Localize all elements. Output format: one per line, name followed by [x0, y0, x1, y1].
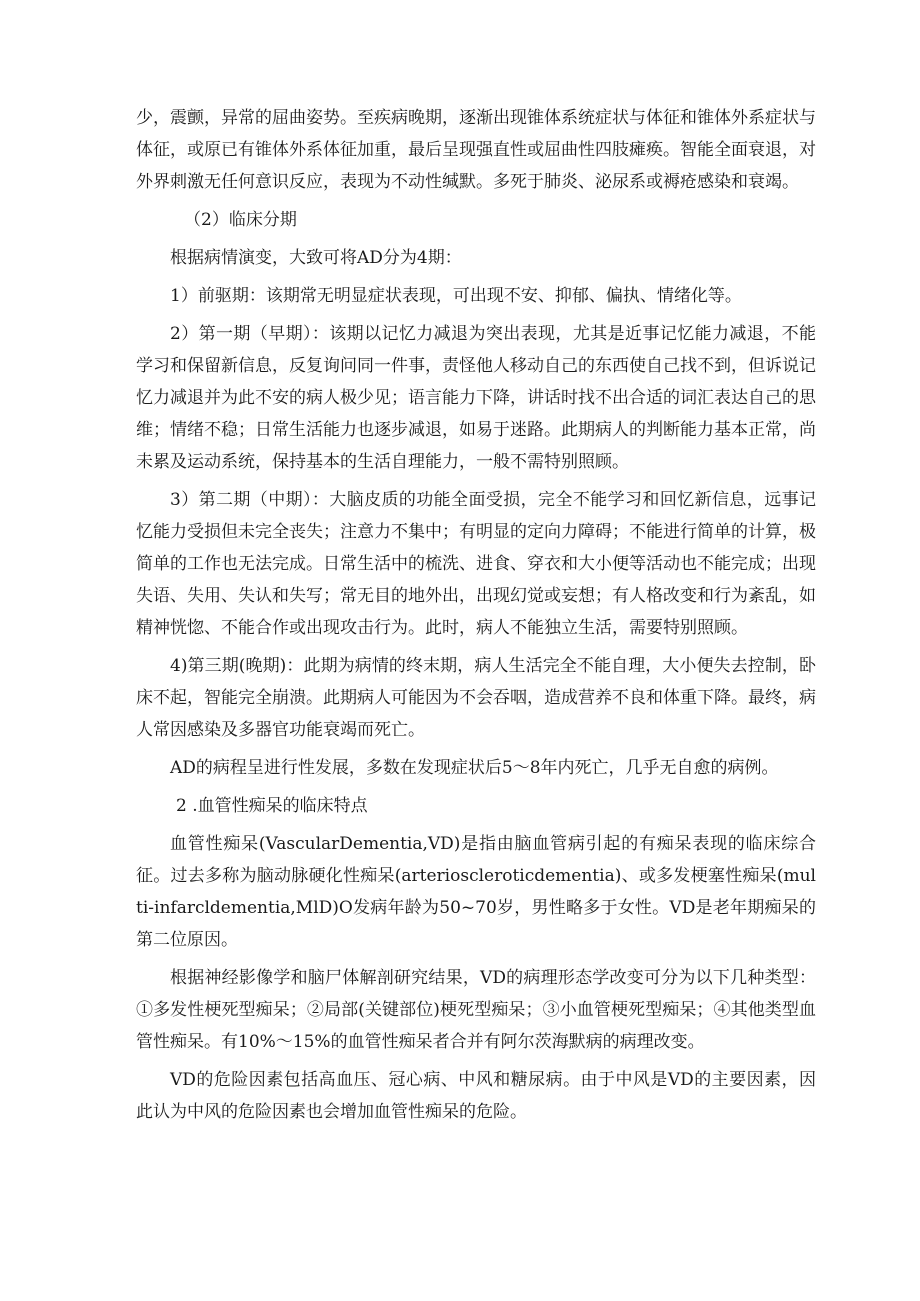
paragraph-ad-course: AD的病程呈进行性发展，多数在发现症状后5～8年内死亡，几乎无自愈的病例。 [170, 758, 779, 778]
paragraph-third-stage: 4)第三期(晚期)：此期为病情的终末期，病人生活完全不能自理，大小便失去控制，卧床不起，智能完全崩溃。此期病人可能因为不会吞咽，造成营养不良和体重下降。最终，病人常因感染及多器官功能衰竭而死亡。 [136, 656, 816, 740]
paragraph-first-stage: 2）第一期（早期）：该期以记忆力减退为突出表现，尤其是近事记忆能力减退，不能学习和保留新信息，反复询问同一件事，责怪他人移动自己的东西使自己找不到，但诉说记忆力减退并为此不安的病人极少见；语言能力下降，讲话时找不出合适的词汇表达自己的思维；情绪不稳；日常生活能力也逐步减退，如易于迷路。此期病人的判断能力基本正常，尚未累及运动系统，保持基本的生活自理能力，一般不需特别照顾。 [136, 324, 816, 472]
section-heading-clinical-stages: （2）临床分期 [184, 210, 297, 230]
document-body [136, 102, 816, 1134]
section-heading-vascular-dementia: 2 .血管性痴呆的临床特点 [176, 796, 368, 816]
paragraph-second-stage: 3）第二期（中期）：大脑皮质的功能全面受损，完全不能学习和回忆新信息，远事记忆能力受损但未完全丧失；注意力不集中；有明显的定向力障碍；不能进行简单的计算，极简单的工作也无法完成。日常生活中的梳洗、进食、穿衣和大小便等活动也不能完成；出现失语、失用、失认和失写；常无目的地外出，出现幻觉或妄想；有人格改变和行为紊乱，如精神恍惚、不能合作或出现攻击行为。此时，病人不能独立生活，需要特别照顾。 [136, 490, 816, 638]
paragraph-vd-risk-factors: VD的危险因素包括高血压、冠心病、中风和糖尿病。由于中风是VD的主要因素，因此认为中风的危险因素也会增加血管性痴呆的危险。 [136, 1070, 816, 1122]
paragraph-vd-definition: 血管性痴呆(VascularDementia,VD)是指由脑血管病引起的有痴呆表现的临床综合征。过去多称为脑动脉硬化性痴呆(arterioscleroticdementia)、或多发梗塞性痴呆(multi-infarcldementia,MlD)O发病年龄为50~70岁，男性略多于女性。VD是老年期痴呆的第二位原因。 [136, 834, 816, 950]
paragraph-prodromal-stage: 1）前驱期：该期常无明显症状表现，可出现不安、抑郁、偏执、情绪化等。 [170, 286, 742, 306]
paragraph-vd-pathology: 根据神经影像学和脑尸体解剖研究结果，VD的病理形态学改变可分为以下几种类型：①多发性梗死型痴呆；②局部(关键部位)梗死型痴呆；③小血管梗死型痴呆；④其他类型血管性痴呆。有10%～15%的血管性痴呆者合并有阿尔茨海默病的病理改变。 [136, 968, 816, 1052]
paragraph-continuation: 少，震颤，异常的屈曲姿势。至疾病晚期，逐渐出现锥体系统症状与体征和锥体外系症状与体征，或原已有锥体外系体征加重，最后呈现强直性或屈曲性四肢瘫痪。智能全面衰退，对外界刺激无任何意识反应，表现为不动性缄默。多死于肺炎、泌尿系或褥疮感染和衰竭。 [136, 108, 816, 192]
paragraph-stages-intro: 根据病情演变，大致可将AD分为4期： [170, 248, 462, 268]
